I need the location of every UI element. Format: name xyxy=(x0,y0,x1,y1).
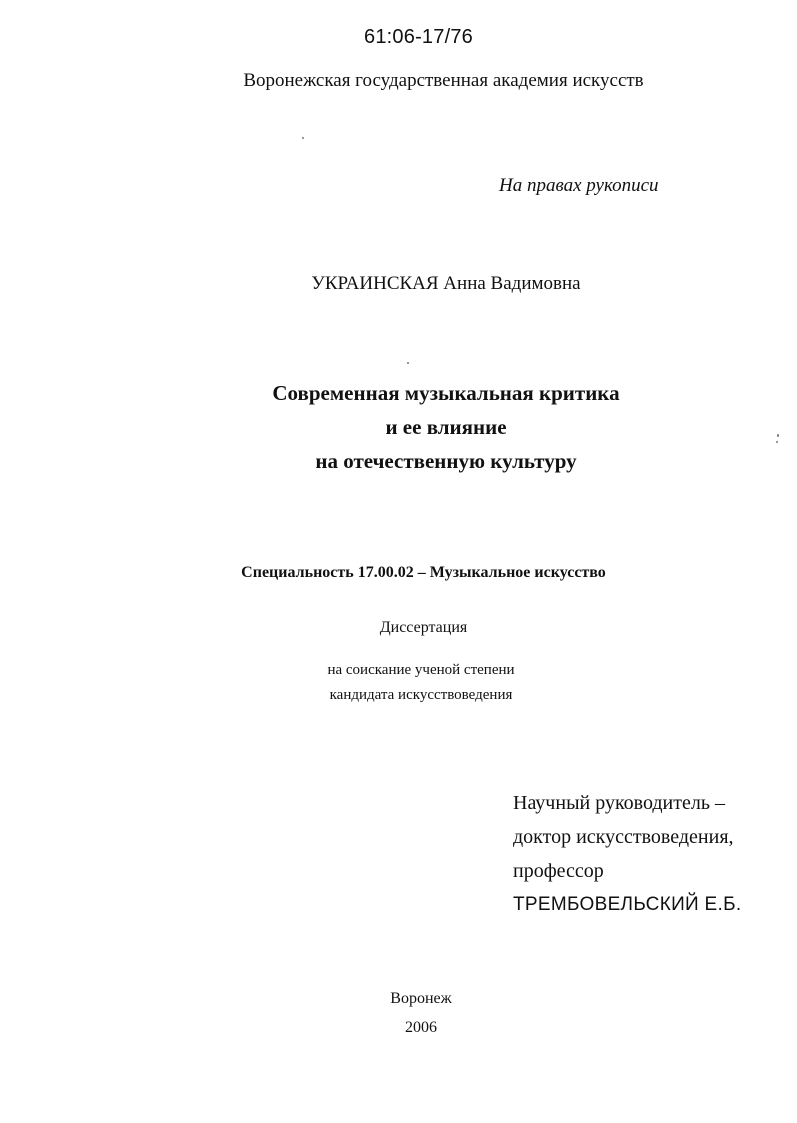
scan-speck xyxy=(302,137,304,139)
city: Воронеж xyxy=(390,990,452,1007)
title-line: и ее влияние xyxy=(385,415,507,439)
supervisor-degree: доктор искусствоведения, xyxy=(513,826,734,848)
title-line: Современная музыкальная критика xyxy=(272,381,620,405)
supervisor-name: ТРЕМБОВЕЛЬСКИЙ Е.Б. xyxy=(513,894,742,915)
supervisor-role: Научный руководитель – xyxy=(513,792,725,814)
author-name: УКРАИНСКАЯ Анна Вадимовна xyxy=(311,273,581,294)
specialty: Специальность 17.00.02 – Музыкальное искусство xyxy=(241,564,606,581)
scan-speck xyxy=(776,441,778,443)
degree-line: на соискание ученой степени xyxy=(327,662,515,678)
manuscript-note: На правах рукописи xyxy=(499,175,659,196)
degree-statement xyxy=(0,658,797,708)
institution-name: Воронежская государственная академия искусств xyxy=(243,70,644,91)
catalog-code: 61:06-17/76 xyxy=(364,26,473,48)
work-type: Диссертация xyxy=(379,619,468,636)
year: 2006 xyxy=(405,1019,437,1036)
scan-speck xyxy=(407,362,409,364)
title-line: на отечественную культуру xyxy=(315,449,577,473)
supervisor-block xyxy=(513,786,741,922)
scan-speck xyxy=(777,434,779,437)
dissertation-title xyxy=(0,376,797,478)
degree-line: кандидата искусствоведения xyxy=(329,687,513,703)
supervisor-title: профессор xyxy=(513,860,604,882)
